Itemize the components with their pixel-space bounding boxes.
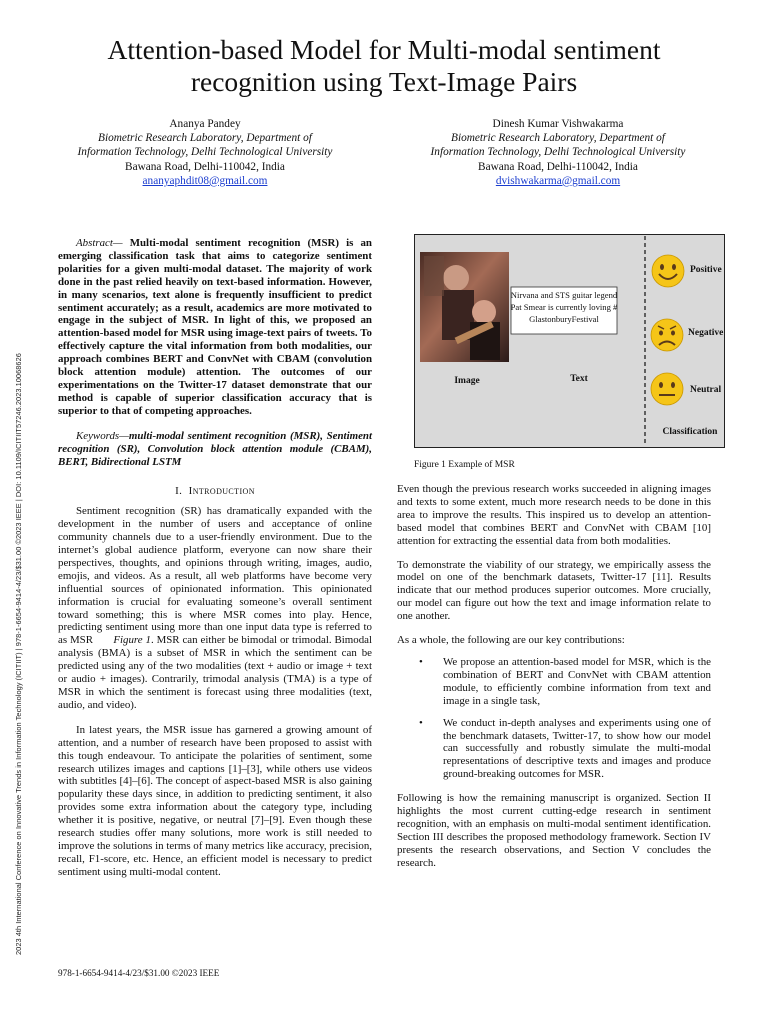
keywords-text: multi-modal sentiment recognition (MSR), Sentiment recognition (SR), Convolution block attention module (CBAM), BERT, Bidirectional LSTM (58, 429, 372, 468)
author-affiliation: Information Technology, Delhi Technological University (430, 146, 686, 159)
intro-paragraph-2: In latest years, the MSR issue has garnered a growing amount of attention, and a number of research have been proposed to assist with this tough endeavour. To anticipate the polarities of sentiment, some research utilizes images and captions [1]–[3], while others use videos with subtitles [4]–[6]. The concept of aspect-based MSR is also gaining popularity these days since, in addition to predicting sentiment, it also provides some extra information about the category type, including whether it is positive, negative, or neutral [7]–[9]. Even though these research studies offer many solutions, more work is still needed to improve the solutions in terms of many metrics like accuracy, precision, recall, F1-score, etc. Hence, an efficient model is necessary to predict sentiment using multi-modal content. (58, 723, 372, 878)
right-paragraph-3: As a whole, the following are our key contributions: (397, 634, 625, 647)
title-line-1: Attention-based Model for Multi-modal sentiment (107, 34, 661, 65)
tweet-text-line-3: GlastonburyFestival (529, 314, 599, 324)
left-column (58, 237, 372, 879)
author-address: Bawana Road, Delhi-110042, India (125, 160, 285, 173)
negative-emoji-icon (651, 319, 683, 351)
right-paragraph-4: Following is how the remaining manuscript is organized. Section II highlights the most current cutting-edge research in sentiment recognition, with an emphasis on multi-modal sentiment identification. Section III describes the proposed methodology framework. Section IV presents the research observations, and Section V concludes the research. (397, 792, 711, 869)
title-line-2: recognition using Text-Image Pairs (190, 66, 578, 97)
abstract-label: Abstract— (76, 237, 123, 249)
section-title: Introduction (188, 485, 255, 498)
positive-label: Positive (690, 265, 722, 275)
list-item (397, 717, 711, 782)
bullet-icon: • (419, 655, 423, 668)
intro-paragraph-1 (58, 505, 372, 712)
intro-p1-text: Sentiment recognition (SR) has dramatically expanded with the development in the number of users and acceptance of online community channels due to a user-friendly environment. Due to the internet’s global audience platform, everyone can now share their perspectives, thoughts, and opinions through writing, images, audio, emojis, and videos. As a result, all web platforms have become very influential sources of opinionated information. This opinionated information is crucial for evaluating someone’s overall sentiment toward something; this is where MSR comes into play. Hence, predicting sentiment using more than one input data type is referred to as MSR (58, 505, 372, 647)
author-block-1 (40, 117, 370, 188)
figure-1-diagram (414, 234, 725, 448)
positive-emoji-icon (652, 255, 684, 287)
figure-caption: Figure 1 Example of MSR (414, 460, 515, 470)
right-column (397, 483, 711, 870)
contribution-text: We conduct in-depth analyses and experiments using one of the benchmark datasets, Twitter-17, to show how our model can successfully and robustly simulate the multi-modal representations of descriptive texts and images and produce ground-breaking outcomes for MSR. (443, 716, 711, 781)
author-email-link[interactable]: ananyaphdit08@gmail.com (142, 174, 268, 187)
right-paragraph-2: To demonstrate the viability of our strategy, we empirically assess the model on one of the benchmark datasets, Twitter-17 [11]. Results indicate that our method produces superior outcomes. More crucially, our model can figure out how the text and image information relate to one another. (397, 558, 711, 623)
neutral-emoji-icon (651, 373, 683, 405)
author-block-2 (393, 117, 723, 188)
section-heading (58, 485, 372, 498)
negative-label: Negative (688, 328, 724, 338)
author-name: Ananya Pandey (169, 118, 241, 130)
abstract (58, 237, 372, 418)
author-affiliation: Information Technology, Delhi Technological University (77, 146, 333, 159)
tweet-photo (420, 252, 509, 362)
text-label: Text (570, 374, 588, 384)
contributions-list (397, 656, 711, 781)
keywords-label: Keywords— (76, 429, 129, 442)
tweet-text-line-2: Pat Smear is currently loving # (510, 302, 618, 312)
author-affiliation: Biometric Research Laboratory, Department of (98, 132, 312, 145)
author-name: Dinesh Kumar Vishwakarma (492, 118, 624, 130)
right-paragraph-1: Even though the previous research works succeeded in aligning images and texts to some extent, much more research needs to be done in this area to improve the results. This inspired us to develop an attention-based model that combines BERT and ConvNet with CBAM [10] attention for extracting the essential data from both modalities. (397, 483, 711, 547)
author-email-link[interactable]: dvishwakarma@gmail.com (495, 174, 621, 187)
section-number: I. (175, 485, 183, 498)
figure-reference: Figure 1 (113, 634, 151, 647)
contribution-text: We propose an attention-based model for MSR, which is the combination of BERT and ConvNet with CBAM attention module, to efficiently combine information from text and image in a single task, (443, 655, 711, 707)
conference-sidebar: 2023 4th International Conference on Innovative Trends in Information Technology (ICITIIT) | 978-1-6654-9414-4/23/$31.00 ©2023 IEEE | DOI: 10.1109/ICITIIT57246.2023.10068626 (14, 353, 23, 955)
abstract-text: Multi-modal sentiment recognition (MSR) is an emerging classification task that aims to categorize sentiment polarities for a given multi-modal dataset. The majority of work done in the past relied heavily on text-based information. However, in many scenarios, text alone is frequently insufficient to predict sentiment accurately; as a result, academics are more motivated to engage in the subject of MSR. In light of this, we proposed an attention-based model for MSR using image-text pairs of tweets. To effectively capture the vital information from both modalities, our approach combines BERT and ConvNet with CBAM (convolution block attention module) attention. The outcomes of our experimentations on the Twitter-17 dataset demonstrate that our method is capable of superior classification accuracy that is superior to that of competing approaches. (58, 237, 372, 417)
bullet-icon: • (419, 716, 423, 729)
copyright-footer: 978-1-6654-9414-4/23/$31.00 ©2023 IEEE (58, 968, 220, 978)
tweet-text-box (511, 287, 618, 334)
intro-p1-rest: . MSR can either be bimodal or trimodal. Bimodal analysis (BMA) is a subset of MSR in which the sentiment can be predicted using any of the two modalities (text + audio or image + text or audio + images). Contrarily, trimodal analysis (TMA) is a type of MSR in which the sentiment is forecast using three modalities (text, audio, and video). (58, 634, 372, 711)
figure-1 (414, 234, 725, 448)
author-affiliation: Biometric Research Laboratory, Department of (451, 132, 665, 145)
keywords (58, 430, 372, 469)
list-item (397, 656, 711, 708)
paper-title (40, 34, 728, 98)
classification-label: Classification (662, 427, 718, 437)
image-label: Image (454, 376, 480, 386)
tweet-text-line-1: Nirvana and STS guitar legend (510, 290, 618, 300)
author-address: Bawana Road, Delhi-110042, India (478, 160, 638, 173)
neutral-label: Neutral (690, 385, 722, 395)
